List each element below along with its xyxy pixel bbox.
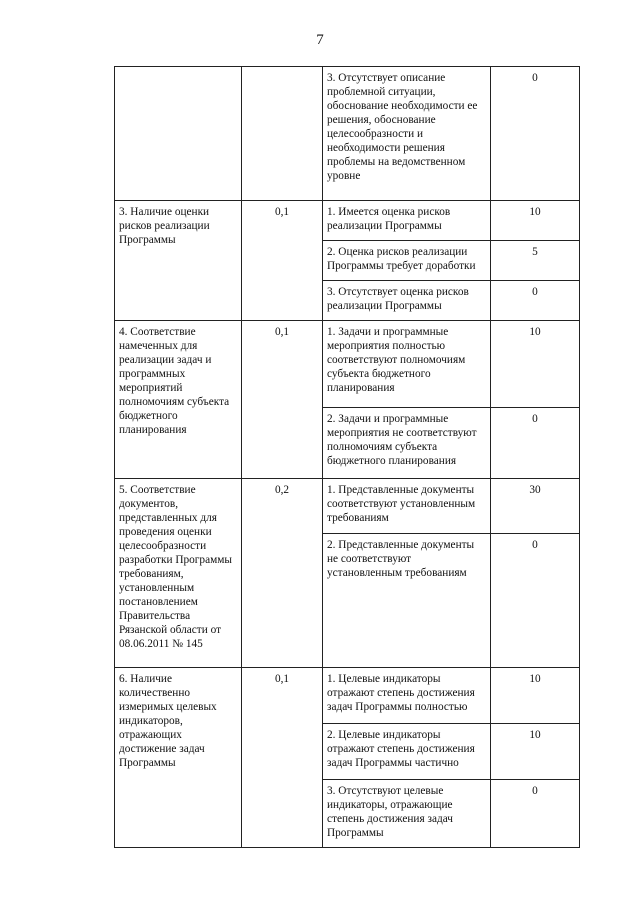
option-cell: 2. Целевые индикаторы отражают степень достижения задач Программы частично	[323, 724, 491, 780]
table-row	[115, 67, 580, 201]
page-number: 7	[316, 32, 324, 48]
score-cell: 0	[491, 534, 580, 668]
score-cell: 0	[491, 67, 580, 201]
criterion-cell	[115, 67, 242, 201]
score-cell: 10	[491, 724, 580, 780]
table-row	[115, 321, 580, 408]
table-row	[115, 479, 580, 534]
score-cell: 5	[491, 241, 580, 281]
weight-cell: 0,1	[242, 668, 323, 848]
option-cell: 1. Имеется оценка рисков реализации Программы	[323, 201, 491, 241]
option-cell: 1. Представленные документы соответствуют установленным требованиям	[323, 479, 491, 534]
score-cell: 0	[491, 780, 580, 848]
option-cell: 3. Отсутствуют целевые индикаторы, отражающие степень достижения задач Программы	[323, 780, 491, 848]
option-cell: 2. Представленные документы не соответствуют установленным требованиям	[323, 534, 491, 668]
table-row	[115, 201, 580, 241]
criterion-cell: 5. Соответствие документов, представленных для проведения оценки целесообразности разработки Программы требованиям, установленным постановлением Правительства Рязанской области от 08.06.2011 № 145	[115, 479, 242, 668]
criterion-cell: 3. Наличие оценки рисков реализации Программы	[115, 201, 242, 321]
weight-cell: 0,1	[242, 321, 323, 479]
criterion-cell: 4. Соответствие намеченных для реализации задач и программных мероприятий полномочиям субъекта бюджетного планирования	[115, 321, 242, 479]
score-cell: 10	[491, 201, 580, 241]
table-row	[115, 668, 580, 724]
option-cell: 2. Оценка рисков реализации Программы требует доработки	[323, 241, 491, 281]
weight-cell: 0,2	[242, 479, 323, 668]
criteria-table	[114, 66, 580, 848]
score-cell: 0	[491, 281, 580, 321]
option-cell: 1. Целевые индикаторы отражают степень достижения задач Программы полностью	[323, 668, 491, 724]
weight-cell: 0,1	[242, 201, 323, 321]
score-cell: 10	[491, 321, 580, 408]
score-cell: 0	[491, 408, 580, 479]
option-cell: 1. Задачи и программные мероприятия полностью соответствуют полномочиям субъекта бюджетного планирования	[323, 321, 491, 408]
option-cell: 3. Отсутствует оценка рисков реализации Программы	[323, 281, 491, 321]
weight-cell	[242, 67, 323, 201]
score-cell: 30	[491, 479, 580, 534]
option-cell: 3. Отсутствует описание проблемной ситуации, обоснование необходимости ее решения, обоснование целесообразности и необходимости решения проблемы на ведомственном уровне	[323, 67, 491, 201]
option-cell: 2. Задачи и программные мероприятия не соответствуют полномочиям субъекта бюджетного планирования	[323, 408, 491, 479]
criterion-cell: 6. Наличие количественно измеримых целевых индикаторов, отражающих достижение задач Программы	[115, 668, 242, 848]
score-cell: 10	[491, 668, 580, 724]
